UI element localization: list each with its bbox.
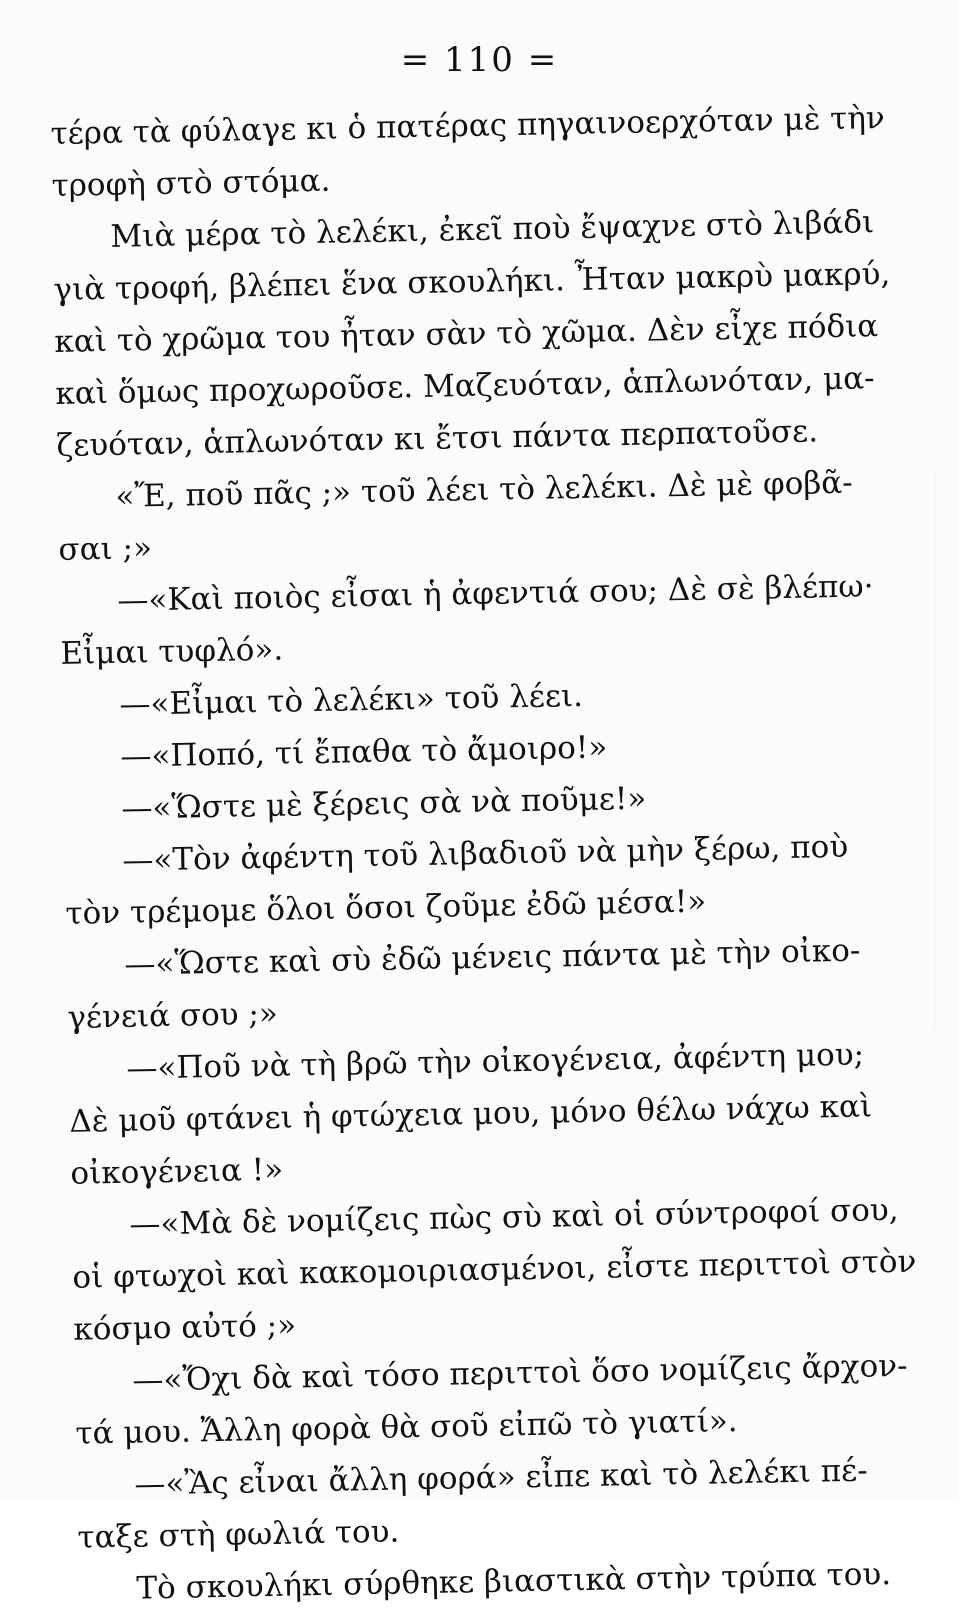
- text-line: —«Ὄχι δὰ καὶ τόσο περιττοὶ ὅσο νομίζεις ἄρχον-: [132, 1347, 908, 1399]
- text-line: —«Τὸν ἀφέντη τοῦ λιβαδιοῦ νὰ μὴν ξέρω, ποὺ: [122, 828, 849, 879]
- text-line: —«Μὰ δὲ νομίζεις πὼς σὺ καὶ οἱ σύντροφοί σου,: [129, 1191, 899, 1243]
- text-line: —«Ποῦ νὰ τὴ βρῶ τὴν οἰκογένεια, ἀφέντη μου;: [126, 1036, 865, 1087]
- text-line: Εἶμαι τυφλό».: [60, 631, 284, 672]
- text-line: ταξε στὴ φωλιά του.: [77, 1513, 400, 1556]
- text-line: —«Εἶμαι τὸ λελέκι» τοῦ λέει.: [119, 677, 584, 723]
- text-line: σαι ;»: [58, 530, 153, 568]
- text-line: τροφὴ στὸ στόμα.: [51, 162, 331, 204]
- text-line: Τὸ σκουλήκι σύρθηκε βιαστικὰ στὴν τρύπα του.: [136, 1556, 892, 1607]
- text-line: καὶ ὅμως προχωροῦσε. Μαζευόταν, ἁπλωνόταν, μα-: [55, 360, 875, 412]
- text-line: «Ἔ, ποῦ πᾶς ;» τοῦ λέει τὸ λελέκι. Δὲ μὲ φοβᾶ-: [115, 464, 853, 515]
- text-line: —«Καὶ ποιὸς εἶσαι ἡ ἀφεντιά σου; Δὲ σὲ βλέπω·: [117, 568, 874, 619]
- page-number: = 110 =: [400, 40, 559, 80]
- text-line: ζευόταν, ἁπλωνόταν κι ἔτσι πάντα περπατοῦσε.: [56, 413, 819, 464]
- text-line: Δὲ μοῦ φτάνει ἡ φτώχεια μου, μόνο θέλω νάχω καὶ: [69, 1088, 873, 1140]
- text-line: γένειά σου ;»: [67, 995, 279, 1036]
- text-line: —«Ὥστε καὶ σὺ ἐδῶ μένεις πάντα μὲ τὴν οἰκο-: [124, 932, 861, 983]
- body-text: [50, 92, 919, 1616]
- text-line: τὸν τρέμομε ὅλοι ὅσοι ζοῦμε ἐδῶ μέσα!»: [65, 883, 707, 932]
- text-line: οἰκογένεια !»: [70, 1151, 284, 1192]
- text-line: τέρα τὰ φύλαγε κι ὁ πατέρας πηγαινοερχόταν μὲ τὴν: [50, 99, 886, 152]
- text-line: —«Ἂς εἶναι ἄλλη φορά» εἶπε καὶ τὸ λελέκι πέ-: [134, 1452, 868, 1503]
- text-line: —«Ὥστε μὲ ξέρεις σὰ νὰ ποῦμε!»: [121, 780, 647, 827]
- text-line: τά μου. Ἄλλη φορὰ θὰ σοῦ εἰπῶ τὸ γιατί».: [75, 1403, 738, 1452]
- text-line: οἱ φτωχοὶ καὶ κακομοιριασμένοι, εἶστε περιττοὶ στὸν: [72, 1243, 917, 1296]
- text-line: καὶ τὸ χρῶμα του ἦταν σὰν τὸ χῶμα. Δὲν εἶχε πόδια: [54, 308, 879, 360]
- text-line: κόσμο αὐτό ;»: [73, 1307, 297, 1348]
- text-line: Μιὰ μέρα τὸ λελέκι, ἐκεῖ ποὺ ἔψαχνε στὸ λιβάδι: [110, 204, 875, 255]
- page-edge-shadow: [934, 470, 959, 1030]
- text-line: γιὰ τροφή, βλέπει ἕνα σκουλήκι. Ἦταν μακρὺ μακρύ,: [53, 255, 891, 308]
- text-line: —«Ποπό, τί ἔπαθα τὸ ἄμοιρο!»: [120, 729, 608, 775]
